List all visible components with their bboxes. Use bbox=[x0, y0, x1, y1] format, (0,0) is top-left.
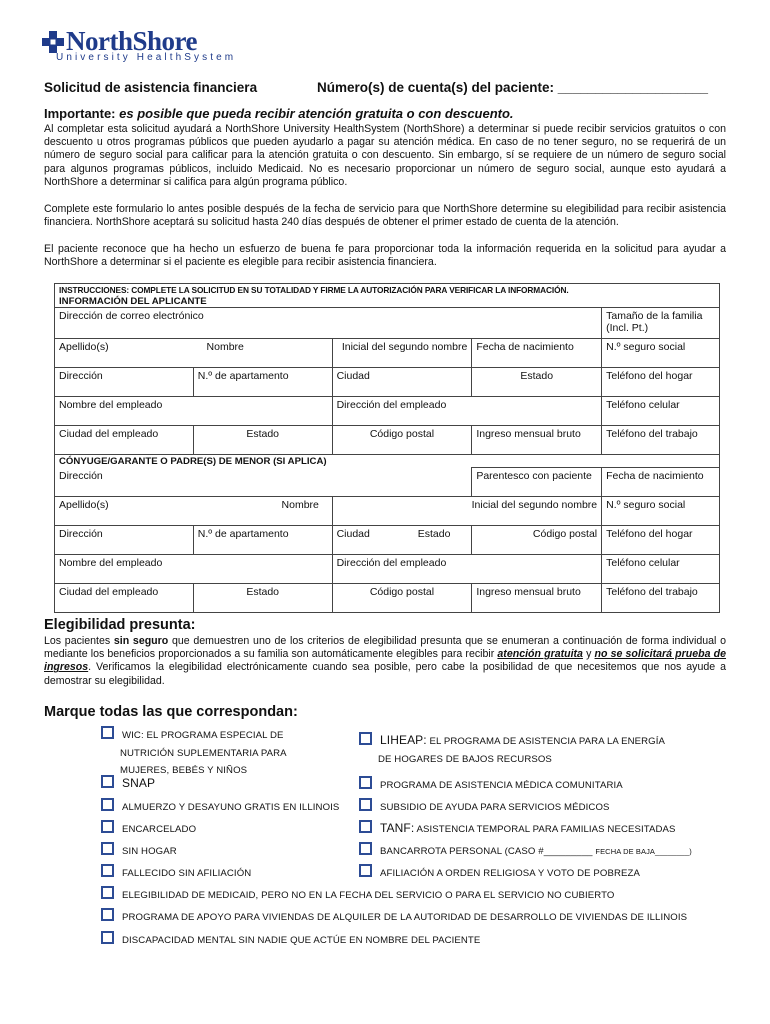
mental-label: DISCAPACIDAD MENTAL SIN NADIE QUE ACTÚE EN NOMBRE DEL PACIENTE bbox=[122, 935, 481, 946]
applicant-home-phone-field[interactable]: Teléfono del hogar bbox=[602, 368, 720, 397]
checkbox-icon[interactable] bbox=[101, 842, 114, 855]
spouse-address-field[interactable]: Dirección bbox=[55, 468, 472, 497]
deceased-label: FALLECIDO SIN AFILIACIÓN bbox=[122, 868, 252, 879]
spouse-income-field[interactable]: Ingreso mensual bruto bbox=[472, 584, 602, 613]
checkbox-religious[interactable] bbox=[359, 864, 640, 883]
religious-label: AFILIACIÓN A ORDEN RELIGIOSA Y VOTO DE POBREZA bbox=[380, 868, 640, 879]
presumptive-heading: Elegibilidad presunta: bbox=[44, 617, 196, 633]
checkbox-icon[interactable] bbox=[101, 931, 114, 944]
family-size-field[interactable]: Tamaño de la familia (Incl. Pt.) bbox=[602, 308, 720, 339]
presumptive-text-7: . Verificamos la elegibilidad electrónicamente cuando sea posible, pero cabe la posibilidad de que necesitemos que nos ayude a demostrar su elegibilidad. bbox=[44, 661, 726, 687]
intro-paragraph-1: Al completar esta solicitud ayudará a NorthShore University HealthSystem (NorthShore) a determinar si puede recibir servicios gratuitos o con descuento u otros programas públicos que pueden ayudarlo a pagar su atención médica. En caso de no tener seguro, no se requerirá de un número de seguro social para calificar para la atención gratuita o con descuento. Sin embargo, sí se requiere de un número de seguro social para algunos programas públicos, incluido Medicaid. No es necesario proporcionar un número de seguro social, aunque esto ayudará a NorthShore a determinar si califica para algún programa público. bbox=[44, 123, 726, 188]
presumptive-text-3: que demuestren uno de los criterios de elegibilidad presunta que se enumeran a continuación de forma individual o mediante los beneficios proporcionados a su familia son automáticamente elegibles para recibir bbox=[44, 635, 726, 661]
liheap-lead: LIHEAP: bbox=[380, 733, 427, 747]
tanf-label: ASISTENCIA TEMPORAL PARA FAMILIAS NECESITADAS bbox=[416, 824, 676, 835]
spouse-section-header: CÓNYUGE/GARANTE O PADRE(S) DE MENOR (SI APLICA) bbox=[55, 455, 720, 468]
checkbox-icon[interactable] bbox=[359, 798, 372, 811]
bankruptcy-date-label: FECHA DE BAJA________) bbox=[595, 847, 692, 856]
checkbox-mental[interactable] bbox=[101, 931, 480, 950]
checkbox-bankruptcy[interactable] bbox=[359, 842, 692, 861]
spouse-home-phone-field[interactable]: Teléfono del hogar bbox=[602, 526, 720, 555]
checkbox-icon[interactable] bbox=[101, 820, 114, 833]
checkbox-icon[interactable] bbox=[359, 732, 372, 745]
checkbox-deceased[interactable] bbox=[101, 864, 251, 883]
spouse-middle-initial-field[interactable]: Inicial del segundo nombre bbox=[332, 497, 602, 526]
spouse-employer-name-field[interactable]: Nombre del empleado bbox=[55, 555, 333, 584]
spouse-address2-field[interactable]: Dirección bbox=[55, 526, 194, 555]
checkbox-tanf[interactable] bbox=[359, 820, 676, 839]
intro-paragraph-2: Complete este formulario lo antes posible después de la fecha de servicio para que NorthShore determine su elegibilidad para recibir asistencia financiera. NorthShore aceptará su solicitud hasta 240 días después de obtener el primer estado de cuenta de la atención. bbox=[44, 203, 726, 229]
applicant-apt-field[interactable]: N.º de apartamento bbox=[193, 368, 332, 397]
applicant-last-name-field[interactable] bbox=[55, 339, 333, 368]
presumptive-free-care: atención gratuita bbox=[497, 648, 583, 661]
medical-aid-label: SUBSIDIO DE AYUDA PARA SERVICIOS MÉDICOS bbox=[380, 802, 610, 813]
checkbox-icon[interactable] bbox=[359, 776, 372, 789]
checkbox-community[interactable] bbox=[359, 776, 623, 795]
checkbox-lunch[interactable] bbox=[101, 798, 339, 817]
checkbox-icon[interactable] bbox=[101, 798, 114, 811]
checkbox-icon[interactable] bbox=[359, 820, 372, 833]
logo-subtitle: University HealthSystem bbox=[56, 52, 237, 63]
applicant-address-field[interactable]: Dirección bbox=[55, 368, 194, 397]
checkbox-snap[interactable] bbox=[101, 775, 155, 794]
presumptive-text-1: Los pacientes bbox=[44, 635, 114, 647]
logo-wordmark: NorthShore bbox=[66, 26, 198, 56]
applicant-employer-name-field[interactable]: Nombre del empleado bbox=[55, 397, 333, 426]
community-label: PROGRAMA DE ASISTENCIA MÉDICA COMUNITARIA bbox=[380, 780, 623, 791]
checkbox-wic[interactable] bbox=[101, 726, 287, 780]
applicant-email-field[interactable]: Dirección de correo electrónico bbox=[55, 308, 602, 339]
important-text: es posible que pueda recibir atención gratuita o con descuento. bbox=[119, 106, 514, 121]
application-form-table bbox=[54, 283, 720, 613]
applicant-ssn-field[interactable]: N.º seguro social bbox=[602, 339, 720, 368]
lunch-label: ALMUERZO Y DESAYUNO GRATIS EN ILLINOIS bbox=[122, 802, 340, 813]
applicant-city-field[interactable]: Ciudad bbox=[332, 368, 472, 397]
spouse-employer-address-field[interactable]: Dirección del empleado bbox=[332, 555, 602, 584]
homeless-label: SIN HOGAR bbox=[122, 846, 177, 857]
checkbox-medicaid[interactable] bbox=[101, 886, 614, 905]
checkbox-liheap[interactable] bbox=[359, 732, 665, 768]
checkbox-jailed[interactable] bbox=[101, 820, 196, 839]
last-name-label: Apellido(s) bbox=[59, 341, 109, 353]
spouse-last-name-label: Apellido(s) bbox=[59, 499, 109, 511]
checkbox-medical-aid[interactable] bbox=[359, 798, 610, 817]
spouse-employer-state-field[interactable]: Estado bbox=[193, 584, 332, 613]
form-title: Solicitud de asistencia financiera bbox=[44, 80, 258, 95]
applicant-work-phone-field[interactable]: Teléfono del trabajo bbox=[602, 426, 720, 455]
checkbox-icon[interactable] bbox=[101, 775, 114, 788]
spouse-relationship-field[interactable]: Parentesco con paciente bbox=[472, 468, 602, 497]
medicaid-label: ELEGIBILIDAD DE MEDICAID, PERO NO EN LA FECHA DEL SERVICIO O PARA EL SERVICIO NO CUBIERTO bbox=[122, 890, 615, 901]
spouse-state-label: Estado bbox=[417, 528, 451, 540]
jailed-label: ENCARCELADO bbox=[122, 824, 197, 835]
wic-label-2: NUTRICIÓN SUPLEMENTARIA PARA bbox=[120, 747, 287, 759]
applicant-zip-field[interactable]: Código postal bbox=[332, 426, 472, 455]
checkbox-icon[interactable] bbox=[101, 864, 114, 877]
checkbox-icon[interactable] bbox=[359, 842, 372, 855]
spouse-employer-city-field[interactable]: Ciudad del empleado bbox=[55, 584, 194, 613]
applicant-employer-city-field[interactable]: Ciudad del empleado bbox=[55, 426, 194, 455]
snap-label: SNAP bbox=[122, 776, 156, 790]
spouse-city-state-field[interactable] bbox=[332, 526, 472, 555]
applicant-income-field[interactable]: Ingreso mensual bruto bbox=[472, 426, 602, 455]
presumptive-no-income-proof: no se solicitará prueba de ingresos bbox=[44, 648, 727, 674]
checkbox-icon[interactable] bbox=[101, 886, 114, 899]
liheap-label-2: DE HOGARES DE BAJOS RECURSOS bbox=[378, 753, 552, 765]
applicant-cell-phone-field[interactable]: Teléfono celular bbox=[602, 397, 720, 426]
checkbox-housing[interactable] bbox=[101, 908, 687, 927]
spouse-zip2-field[interactable]: Código postal bbox=[332, 584, 472, 613]
bankruptcy-label: BANCARROTA PERSONAL (CASO #_________ bbox=[380, 846, 596, 857]
wic-label-1: WIC: EL PROGRAMA ESPECIAL DE bbox=[122, 730, 284, 741]
spouse-first-name-label: Nombre bbox=[281, 499, 319, 511]
checkbox-homeless[interactable] bbox=[101, 842, 177, 861]
important-notice bbox=[44, 106, 514, 121]
applicant-employer-address-field[interactable]: Dirección del empleado bbox=[332, 397, 602, 426]
first-name-label: Nombre bbox=[206, 341, 244, 353]
spouse-zip-field[interactable]: Código postal bbox=[472, 526, 602, 555]
spouse-work-phone-field[interactable]: Teléfono del trabajo bbox=[602, 584, 720, 613]
liheap-label-1: EL PROGRAMA DE ASISTENCIA PARA LA ENERGÍA bbox=[429, 736, 665, 747]
wic-label-3: MUJERES, BEBÉS Y NIÑOS bbox=[120, 765, 248, 776]
important-label: Importante: bbox=[44, 106, 116, 121]
checkbox-icon[interactable] bbox=[101, 908, 114, 921]
checklist-heading: Marque todas las que correspondan: bbox=[44, 704, 298, 720]
presumptive-text-5: y bbox=[582, 648, 595, 661]
checkbox-icon[interactable] bbox=[101, 726, 114, 739]
applicant-employer-state-field[interactable]: Estado bbox=[193, 426, 332, 455]
applicant-state-field[interactable]: Estado bbox=[472, 368, 602, 397]
instructions-header: INSTRUCCIONES: COMPLETE LA SOLICITUD EN SU TOTALIDAD Y FIRME LA AUTORIZACIÓN PARA VERIFICAR LA INFORMACIÓN. bbox=[55, 284, 720, 297]
applicant-dob-field[interactable]: Fecha de nacimiento bbox=[472, 339, 602, 368]
spouse-dob-field[interactable]: Fecha de nacimiento bbox=[602, 468, 720, 497]
applicant-section-header: INFORMACIÓN DEL APLICANTE bbox=[55, 296, 720, 308]
presumptive-paragraph bbox=[44, 635, 726, 688]
presumptive-uninsured: sin seguro bbox=[113, 635, 169, 647]
cross-icon bbox=[42, 31, 64, 53]
middle-initial-field[interactable]: Inicial del segundo nombre bbox=[332, 339, 472, 368]
account-number-label: Número(s) de cuenta(s) del paciente: ____________________ bbox=[317, 80, 708, 95]
housing-label: PROGRAMA DE APOYO PARA VIVIENDAS DE ALQUILER DE LA AUTORIDAD DE DESARROLLO DE VIVIENDAS DE ILLINOIS bbox=[122, 912, 688, 923]
checkbox-icon[interactable] bbox=[359, 864, 372, 877]
intro-paragraph-3: El paciente reconoce que ha hecho un esfuerzo de buena fe para proporcionar toda la información requerida en la solicitud para ayudar a NorthShore a determinar si el paciente es elegible para recibir asistencia financiera. bbox=[44, 243, 726, 269]
spouse-last-name-field[interactable] bbox=[55, 497, 333, 526]
spouse-apt-field[interactable]: N.º de apartamento bbox=[193, 526, 332, 555]
tanf-lead: TANF: bbox=[380, 821, 415, 835]
spouse-city-label: Ciudad bbox=[336, 528, 370, 540]
spouse-ssn-field[interactable]: N.º seguro social bbox=[602, 497, 720, 526]
spouse-cell-phone-field[interactable]: Teléfono celular bbox=[602, 555, 720, 584]
